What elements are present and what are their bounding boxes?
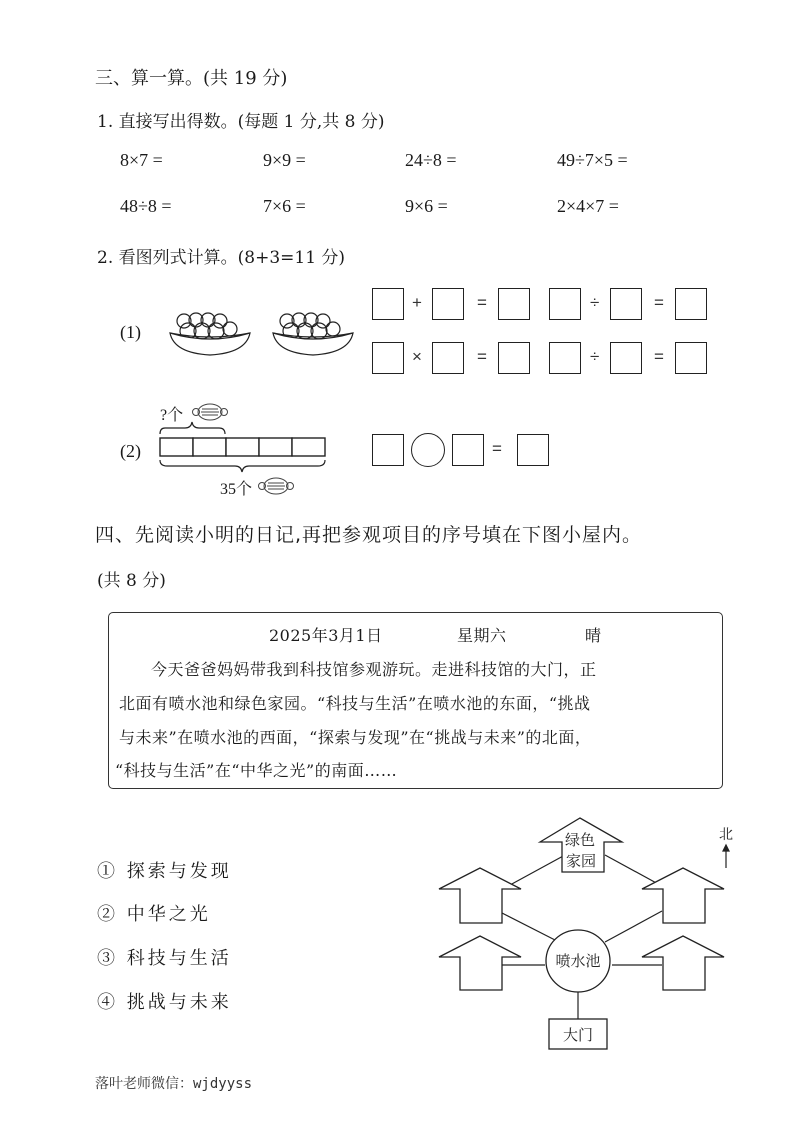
diary-line: “科技与生活”在“中华之光”的南面…… (115, 761, 398, 780)
mask-icon (259, 478, 294, 494)
answer-box[interactable] (549, 288, 581, 320)
section-3-title: 三、算一算。(共 19 分) (95, 68, 288, 89)
fruit-bowls-image (160, 303, 360, 359)
answer-box[interactable] (498, 288, 530, 320)
fruit-bowl-icon (273, 313, 353, 355)
operator-circle[interactable] (411, 433, 445, 467)
connector-line (605, 911, 662, 942)
gate-label: 大门 (562, 1026, 594, 1044)
expression: 8×7 = (120, 150, 163, 170)
q2-title: 2. 看图列式计算。(8+3=11 分) (97, 248, 346, 268)
option-item: ④ 挑战与未来 (97, 992, 232, 1013)
answer-box[interactable] (372, 288, 404, 320)
fountain-label: 喷水池 (555, 952, 601, 970)
divide-operator: ÷ (590, 347, 600, 366)
footer-watermark: 落叶老师微信：wjdyyss (95, 1076, 253, 1092)
divide-operator: ÷ (590, 293, 600, 312)
bar-segments (160, 438, 325, 456)
expression: 49÷7×5 = (557, 150, 628, 170)
answer-box[interactable] (498, 342, 530, 374)
option-item: ② 中华之光 (97, 904, 211, 925)
house-lower-left[interactable] (439, 936, 521, 990)
answer-box[interactable] (675, 342, 707, 374)
answer-box[interactable] (549, 342, 581, 374)
option-item: ③ 科技与生活 (97, 948, 232, 969)
section-4-title: 四、先阅读小明的日记,再把参观项目的序号填在下图小屋内。 (95, 524, 643, 546)
answer-box[interactable] (675, 288, 707, 320)
diary-date: 2025年3月1日 (269, 626, 383, 645)
house-lower-right[interactable] (642, 936, 724, 990)
answer-box[interactable] (517, 434, 549, 466)
expression: 2×4×7 = (557, 196, 619, 216)
option-item: ① 探索与发现 (97, 861, 232, 882)
times-operator: × (412, 347, 422, 366)
connector-line (510, 855, 565, 885)
equals-operator: = (654, 347, 664, 366)
expression: 48÷8 = (120, 196, 172, 216)
equals-operator: = (477, 347, 487, 366)
expression: 24÷8 = (405, 150, 457, 170)
green-home-label-line1: 绿色 (564, 831, 596, 849)
diary-weekday: 星期六 (457, 626, 507, 645)
part1-label: (1) (120, 322, 141, 342)
fruit-bowl-icon (170, 313, 250, 355)
green-home-label-line2: 家园 (565, 852, 597, 870)
part2-label: (2) (120, 441, 141, 461)
equals-operator: = (492, 439, 502, 458)
equals-operator: = (477, 293, 487, 312)
diary-line: 北面有喷水池和绿色家园。“科技与生活”在喷水池的东面，“挑战 (119, 694, 591, 713)
north-arrow-icon (723, 845, 729, 868)
expression: 9×6 = (405, 196, 448, 216)
answer-box[interactable] (610, 342, 642, 374)
museum-map (430, 815, 750, 1055)
equals-operator: = (654, 293, 664, 312)
connector-line (502, 913, 555, 940)
answer-box[interactable] (432, 342, 464, 374)
diary-weather: 晴 (585, 626, 602, 645)
q1-title: 1. 直接写出得数。(每题 1 分,共 8 分) (97, 112, 385, 132)
expression: 7×6 = (263, 196, 306, 216)
answer-box[interactable] (372, 434, 404, 466)
plus-operator: + (412, 293, 422, 312)
mask-icon (193, 404, 228, 420)
part2-bottom-label: 35个 (220, 481, 253, 498)
bar-diagram (155, 400, 335, 500)
answer-box[interactable] (610, 288, 642, 320)
answer-box[interactable] (372, 342, 404, 374)
section-4-points: (共 8 分) (97, 571, 166, 591)
answer-box[interactable] (452, 434, 484, 466)
connector-line (605, 855, 660, 885)
part2-top-label: ?个 (160, 407, 184, 424)
expression: 9×9 = (263, 150, 306, 170)
bottom-brace (160, 460, 325, 472)
top-brace (160, 422, 225, 434)
answer-box[interactable] (432, 288, 464, 320)
house-upper-left[interactable] (439, 868, 521, 923)
diary-line: 与未来”在喷水池的西面，“探索与发现”在“挑战与未来”的北面， (119, 728, 592, 747)
diary-line: 今天爸爸妈妈带我到科技馆参观游玩。走进科技馆的大门，正 (151, 660, 597, 679)
diary-box (108, 612, 723, 789)
north-label: 北 (719, 827, 733, 843)
